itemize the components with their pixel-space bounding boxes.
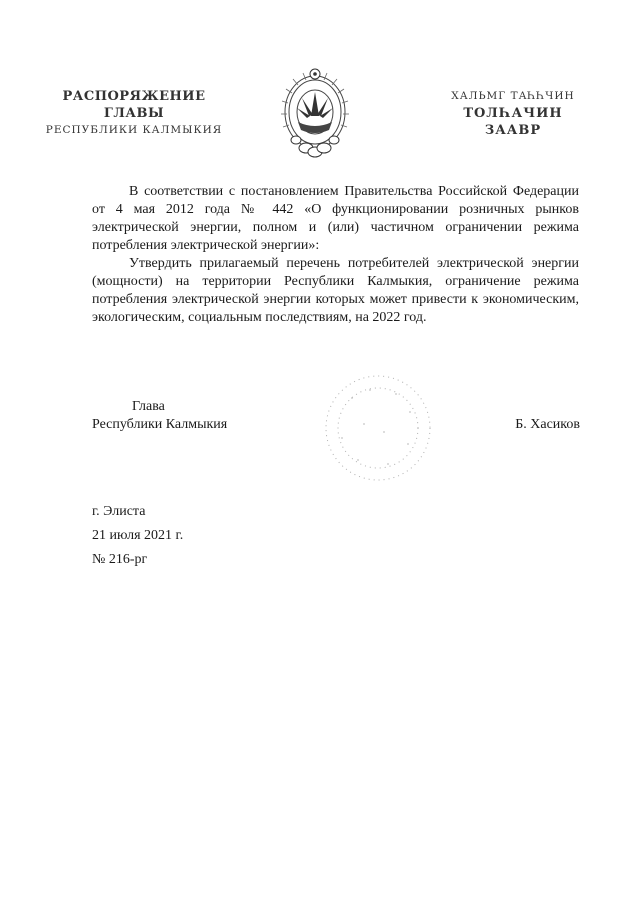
header-right-block <box>446 88 580 139</box>
footer-date: 21 июля 2021 г. <box>92 528 184 543</box>
signatory-title <box>92 398 262 434</box>
seal-stamp-icon <box>312 368 440 488</box>
footer-city: г. Элиста <box>92 504 146 519</box>
signatory-name: Б. Хасиков <box>515 417 580 432</box>
header-right-line2: ТОЛҺАЧИН <box>463 106 563 121</box>
coat-of-arms-icon <box>276 66 354 162</box>
header-right-line3: ЗААВР <box>484 123 542 138</box>
body-paragraph-2: Утвердить прилагаемый перечень потребителей электрической энергии (мощности) на территории Республики Калмыкия, ограничение режима потребления электрической энергии которых может привести к экономическим, экологическим, социальным последствиям, на 2022 год. <box>92 256 579 325</box>
signatory-title-line1: Глава <box>132 399 165 414</box>
body-paragraph-1: В соответствии с постановлением Правительства Российской Федерации от 4 мая 2012 года № 442 «О функционировании розничных рынков электрической энергии, полном и (или) частичном ограничении режима потребления электрической энергии»: <box>92 184 579 253</box>
document-body <box>92 183 579 327</box>
header-right-line1: ХАЛЬМГ ТАҺҺЧИН <box>451 90 575 102</box>
header-left-line3: РЕСПУБЛИКИ КАЛМЫКИЯ <box>45 124 223 136</box>
header-left-block <box>40 88 228 139</box>
signatory-title-line2: Республики Калмыкия <box>92 417 228 432</box>
footer-number: № 216-рг <box>92 552 148 567</box>
header-left-line1: РАСПОРЯЖЕНИЕ <box>62 89 206 104</box>
document-footer <box>92 500 183 572</box>
header-left-line2: ГЛАВЫ <box>103 106 165 121</box>
